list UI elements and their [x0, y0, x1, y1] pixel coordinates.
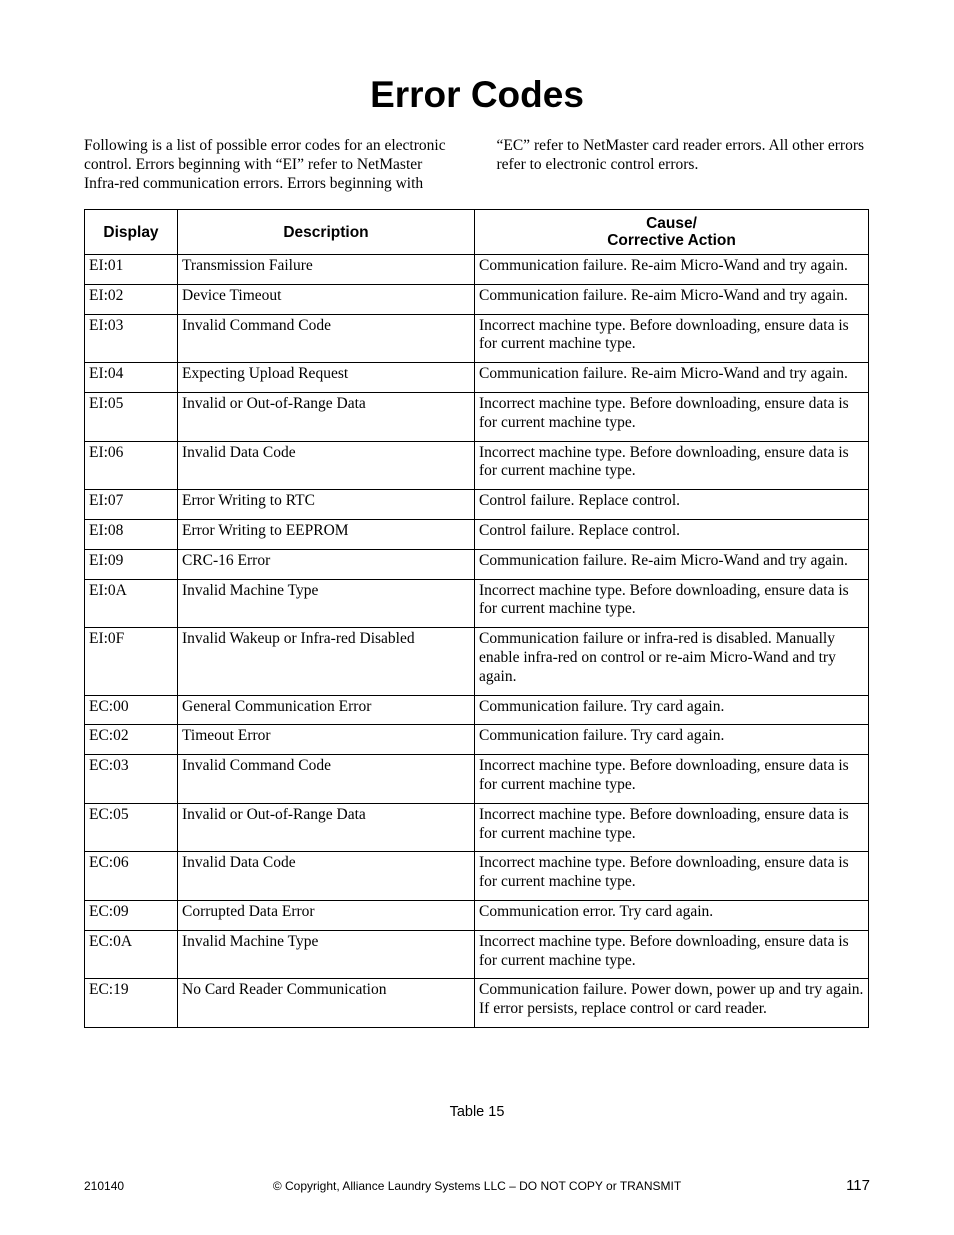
page-number: 117	[846, 1177, 870, 1194]
table-row	[85, 900, 869, 930]
cell-cause: Incorrect machine type. Before downloading, ensure data is for current machine type.	[475, 579, 869, 628]
cell-description: Invalid Wakeup or Infra-red Disabled	[178, 628, 475, 695]
cell-description: Invalid Data Code	[178, 441, 475, 490]
cell-cause: Communication failure. Re-aim Micro-Wand and try again.	[475, 255, 869, 285]
cell-description: Invalid Machine Type	[178, 579, 475, 628]
table-row	[85, 363, 869, 393]
cell-cause: Incorrect machine type. Before downloading, ensure data is for current machine type.	[475, 314, 869, 363]
cell-description: Timeout Error	[178, 725, 475, 755]
cell-cause: Incorrect machine type. Before downloading, ensure data is for current machine type.	[475, 930, 869, 979]
cell-description: Device Timeout	[178, 284, 475, 314]
table-row	[85, 392, 869, 441]
cell-display: EI:05	[85, 392, 178, 441]
cell-display: EC:0A	[85, 930, 178, 979]
header-display: Display	[85, 210, 178, 255]
cell-description: Transmission Failure	[178, 255, 475, 285]
page-title: Error Codes	[370, 74, 584, 115]
cell-description: Error Writing to RTC	[178, 490, 475, 520]
table-header-row	[85, 210, 869, 255]
table-row	[85, 755, 869, 804]
table-row	[85, 803, 869, 852]
cell-description: Invalid Command Code	[178, 755, 475, 804]
cell-cause: Incorrect machine type. Before downloading, ensure data is for current machine type.	[475, 803, 869, 852]
table-row	[85, 314, 869, 363]
intro-paragraph: Following is a list of possible error codes for an electronic control. Errors beginning with “EI” refer to NetMaster Infra-red communication errors. Errors beginning with “EC” refer to NetMaster card reader errors. All other errors refer to electronic control errors.	[84, 137, 865, 192]
cell-display: EI:03	[85, 314, 178, 363]
cell-description: No Card Reader Communication	[178, 979, 475, 1028]
table-row	[85, 549, 869, 579]
table-row	[85, 519, 869, 549]
cell-display: EI:09	[85, 549, 178, 579]
cell-description: Expecting Upload Request	[178, 363, 475, 393]
table-row	[85, 725, 869, 755]
table-row	[85, 579, 869, 628]
page-footer	[84, 1177, 870, 1197]
cell-cause: Communication failure. Try card again.	[475, 725, 869, 755]
table-row	[85, 695, 869, 725]
table-row	[85, 284, 869, 314]
cell-description: General Communication Error	[178, 695, 475, 725]
cell-display: EC:02	[85, 725, 178, 755]
cell-description: Error Writing to EEPROM	[178, 519, 475, 549]
cell-display: EC:19	[85, 979, 178, 1028]
cell-cause: Communication failure. Re-aim Micro-Wand and try again.	[475, 284, 869, 314]
cell-display: EI:06	[85, 441, 178, 490]
cell-cause: Control failure. Replace control.	[475, 490, 869, 520]
cell-cause: Incorrect machine type. Before downloading, ensure data is for current machine type.	[475, 755, 869, 804]
cell-description: Invalid Command Code	[178, 314, 475, 363]
cell-cause: Communication error. Try card again.	[475, 900, 869, 930]
cell-description: Invalid or Out-of-Range Data	[178, 803, 475, 852]
cell-cause: Incorrect machine type. Before downloading, ensure data is for current machine type.	[475, 441, 869, 490]
cell-display: EC:03	[85, 755, 178, 804]
cell-display: EC:05	[85, 803, 178, 852]
cell-display: EI:0A	[85, 579, 178, 628]
table-row	[85, 255, 869, 285]
cell-cause: Control failure. Replace control.	[475, 519, 869, 549]
cell-cause: Communication failure or infra-red is disabled. Manually enable infra-red on control or re-aim Micro-Wand and try again.	[475, 628, 869, 695]
cell-display: EI:01	[85, 255, 178, 285]
cell-display: EC:06	[85, 852, 178, 901]
table-row	[85, 628, 869, 695]
cell-display: EI:04	[85, 363, 178, 393]
table-caption: Table 15	[449, 1104, 505, 1120]
cell-display: EI:0F	[85, 628, 178, 695]
table-row	[85, 852, 869, 901]
cell-display: EI:08	[85, 519, 178, 549]
table-row	[85, 930, 869, 979]
error-codes-table	[84, 209, 869, 1028]
cell-display: EI:02	[85, 284, 178, 314]
copyright-notice: © Copyright, Alliance Laundry Systems LLC – DO NOT COPY or TRANSMIT	[272, 1179, 682, 1193]
cell-cause: Communication failure. Re-aim Micro-Wand and try again.	[475, 363, 869, 393]
cell-description: Invalid Machine Type	[178, 930, 475, 979]
header-cause: Cause/ Corrective Action	[475, 210, 869, 255]
cell-display: EI:07	[85, 490, 178, 520]
cell-description: Corrupted Data Error	[178, 900, 475, 930]
cell-cause: Communication failure. Power down, power up and try again. If error persists, replace control or card reader.	[475, 979, 869, 1028]
table-row	[85, 979, 869, 1028]
table-row	[85, 441, 869, 490]
cell-display: EC:00	[85, 695, 178, 725]
cell-cause: Communication failure. Try card again.	[475, 695, 869, 725]
cell-display: EC:09	[85, 900, 178, 930]
header-description: Description	[178, 210, 475, 255]
cell-cause: Communication failure. Re-aim Micro-Wand and try again.	[475, 549, 869, 579]
cell-description: CRC-16 Error	[178, 549, 475, 579]
cell-description: Invalid or Out-of-Range Data	[178, 392, 475, 441]
table-row	[85, 490, 869, 520]
cell-description: Invalid Data Code	[178, 852, 475, 901]
document-number: 210140	[84, 1179, 125, 1193]
cell-cause: Incorrect machine type. Before downloading, ensure data is for current machine type.	[475, 392, 869, 441]
cell-cause: Incorrect machine type. Before downloading, ensure data is for current machine type.	[475, 852, 869, 901]
